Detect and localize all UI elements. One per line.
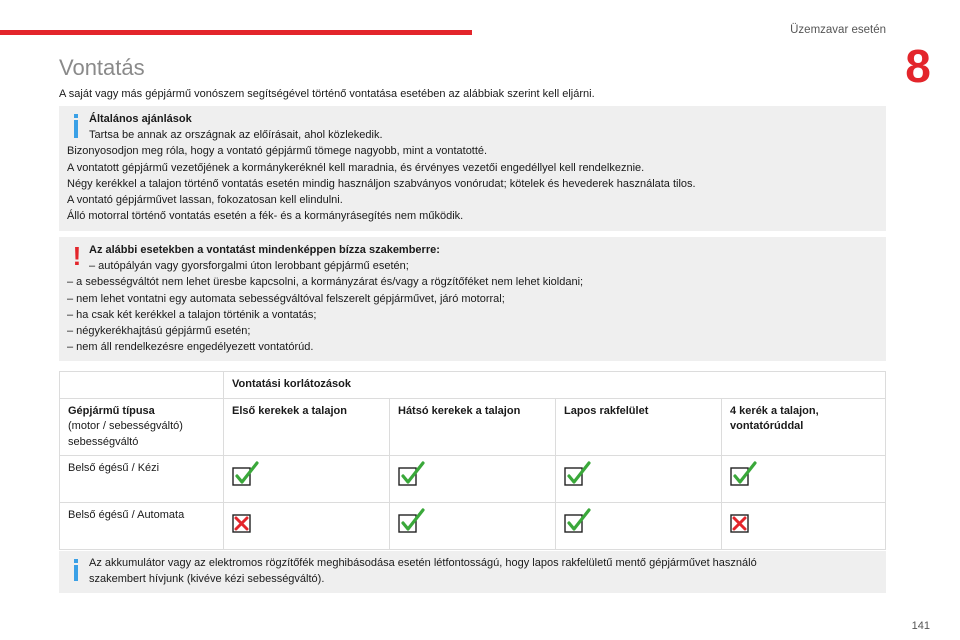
intro-text: A saját vagy más gépjármű vonószem segítségével történő vontatása esetében az alábbiak szerint kell eljárni. — [59, 88, 595, 100]
cross-icon — [730, 508, 760, 534]
general-advice-line: Tartsa be annak az országnak az előírásait, ahol közlekedik. — [89, 129, 383, 142]
table-row — [60, 503, 886, 550]
row-header-sub: sebességváltó — [68, 435, 139, 448]
table-row — [60, 456, 886, 503]
status-cell — [224, 503, 390, 550]
column-header: Lapos rakfelület — [556, 398, 722, 456]
row-label: Belső égésű / Automata — [60, 503, 224, 550]
status-cell — [390, 503, 556, 550]
warning-item: – négykerékhajtású gépjármű esetén; — [67, 325, 251, 338]
note-line: Az akkumulátor vagy az elektromos rögzítőfék meghibásodása esetén létfontosságú, hogy lapos rakfelületű mentő gépjárművet használó — [89, 557, 757, 569]
general-advice-line: A vontató gépjárművet lassan, fokozatosan kell elindulni. — [67, 194, 343, 207]
checkmark-icon — [398, 508, 428, 534]
warning-item: – ha csak két kerékkel a talajon történik a vontatás; — [67, 308, 317, 321]
general-advice-box — [59, 106, 886, 231]
page-number: 141 — [911, 620, 930, 632]
chapter-name: Üzemzavar esetén — [790, 24, 886, 36]
status-cell — [722, 456, 886, 503]
note-line: szakembert hívjunk (kivéve kézi sebességváltó). — [89, 573, 325, 586]
warning-item: – a sebességváltót nem lehet üresbe kapcsolni, a kormányzárat és/vagy a rögzítőféket nem lehet kioldani; — [67, 276, 584, 289]
info-icon — [71, 559, 81, 581]
page-title: Vontatás — [59, 55, 145, 80]
row-header-cell — [60, 398, 224, 456]
column-header: 4 kerék a talajon, vontatórúddal — [722, 398, 886, 456]
warning-icon: ! — [72, 241, 82, 271]
column-header: Első kerekek a talajon — [224, 398, 390, 456]
table-caption: Vontatási korlátozások — [224, 372, 886, 399]
status-cell — [556, 503, 722, 550]
cross-icon — [232, 508, 262, 534]
row-label: Belső égésű / Kézi — [60, 456, 224, 503]
warning-item: – autópályán vagy gyorsforgalmi úton lerobbant gépjármű esetén; — [89, 260, 409, 273]
status-cell — [556, 456, 722, 503]
general-advice-line: A vontatott gépjármű vezetőjének a kormánykeréknél kell maradnia, és érvényes vezetői engedéllyel kell rendelkeznie. — [67, 161, 645, 174]
warning-item: – nem lehet vontatni egy automata sebességváltóval felszerelt gépjárművet, járó motorral; — [67, 292, 505, 305]
row-header-label: Gépjármű típusa — [68, 404, 155, 417]
column-header: Hátsó kerekek a talajon — [390, 398, 556, 456]
warning-heading: Az alábbi esetekben a vontatást mindenképpen bízza szakemberre: — [89, 244, 440, 256]
note-box — [59, 551, 886, 593]
checkmark-icon — [730, 461, 760, 487]
checkmark-icon — [232, 461, 262, 487]
checkmark-icon — [564, 461, 594, 487]
chapter-number: 8 — [905, 40, 931, 92]
warning-item: – nem áll rendelkezésre engedélyezett vontatórúd. — [67, 341, 314, 354]
checkmark-icon — [564, 508, 594, 534]
warning-box — [59, 237, 886, 361]
table-corner-cell — [60, 372, 224, 399]
general-advice-heading: Általános ajánlások — [89, 113, 192, 125]
status-cell — [722, 503, 886, 550]
status-cell — [390, 456, 556, 503]
row-header-sub: (motor / sebességváltó) — [68, 420, 183, 432]
status-cell — [224, 456, 390, 503]
info-icon — [71, 114, 81, 138]
checkmark-icon — [398, 461, 428, 487]
general-advice-line: Bizonyosodjon meg róla, hogy a vontató gépjármű tömege nagyobb, mint a vontatotté. — [67, 145, 488, 158]
general-advice-line: Négy kerékkel a talajon történő vontatás esetén mindig használjon szabványos vonórudat; kötelek és hevederek használata tilos. — [67, 177, 696, 190]
header-accent-bar — [0, 30, 472, 35]
towing-limits-table — [59, 371, 886, 550]
general-advice-line: Álló motorral történő vontatás esetén a fék- és a kormányrásegítés nem működik. — [67, 210, 464, 223]
